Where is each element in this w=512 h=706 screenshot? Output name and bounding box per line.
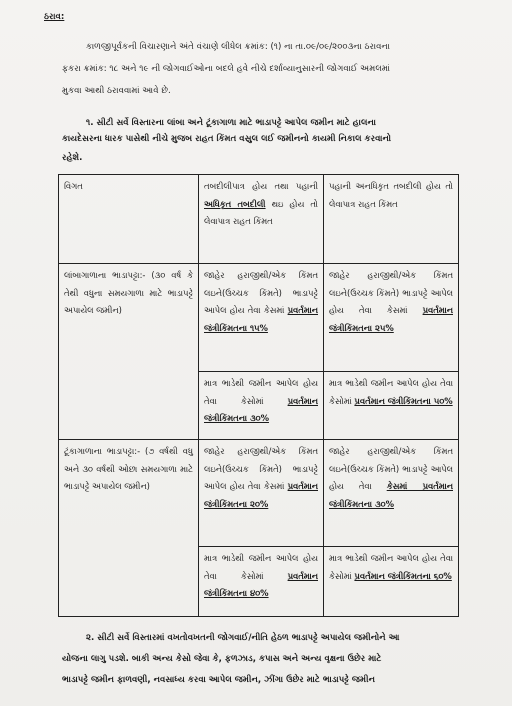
intro-line-1: કાળજીપૂર્વકની વિચારણાને અંતે વંચાણે લીધેલ ક્રમાંક: (૧) ના તા.૦૯/૦૯/૨૦૦૩ના ઠરાવના [86,42,390,52]
para1-line-3: રહેશે. [62,153,83,163]
header-cell-unauthorized: પહાની અનધિકૃત તબદીલી હોય તો લેવાપાત્ર રાહત કિંમત [324,175,459,264]
table-cell: માત્ર ભાડેથી જમીન આપેલ હોય તેવા કેસોમાં પ્રવર્તમાન જંત્રીકિંમતના ૫૦% [324,372,459,440]
short-term-lease-label: ટૂંકાગાળાના ભાડાપટ્ટા:- (૭ વર્ષથી વધુ અને ૩૦ વર્ષથી ઓછા સમયગાળા માટે ભાડાપટ્ટે અપાયેલ જમીન) [59,440,199,617]
table-cell: જાહેર હરાજીથી/એક કિંમત લઇને(ઉચ્ચક કિંમતે) ભાડાપટ્ટે આપેલ હોય તેવા કેસમાં પ્રવર્તમાન જંત્રીકિંમતના ૨૫% [324,264,459,372]
header-cell-detail: વિગત [59,175,199,264]
table-cell: જાહેર હરાજીથી/એક કિંમત લઇને(ઉચ્ચક કિંમતે) ભાડાપટ્ટે આપેલ હોય તેવા કેસમાં પ્રવર્તમાન જંત્રીકિંમતના ૩૦% [324,440,459,547]
intro-line-3: મુકવા આથી ઠરાવવામાં આવે છે. [62,86,171,96]
table-row [59,264,459,372]
table-cell: માત્ર ભાડેથી જમીન આપેલ હોય તેવા કેસોમાં પ્રવર્તમાન જંત્રીકિંમતના ૩૦% [199,372,324,440]
table-cell: જાહેર હરાજીથી/એક કિંમત લઇને(ઉચ્ચક કિંમતે) ભાડાપટ્ટે આપેલ હોય તેવા કેસમાં પ્રવર્તમાન જંત્રીકિંમતના ૧૫% [199,264,324,372]
resolution-heading: ઠરાવ: [44,12,65,22]
intro-line-2: ફકરા ક્રમાંક: ૧૮ અને ૧૯ ની જોગવાઈઓના બદલે હવે નીચે દર્શાવ્યાનુસારની જોગવાઈ અમલમાં [62,64,390,74]
para1-line-2: કાયદેસરના ધારક પાસેથી નીચે મુજબ રાહત કિંમત વસુલ લઈ જમીનનો કાયમી નિકાલ કરવાનો [62,134,392,144]
table-row [59,440,459,547]
table-cell: માત્ર ભાડેથી જમીન આપેલ હોય તેવા કેસોમાં પ્રવર્તમાન જંત્રીકિંમતના ૪૦% [199,547,324,617]
long-term-lease-label: લાંબાગાળાના ભાડાપટ્ટા:- (૩૦ વર્ષ કે તેથી વધુના સમયગાળા માટે ભાડાપટ્ટે અપાયેલ જમીન) [59,264,199,440]
header-cell-authorized: તબદીલીપાત્ર હોય તથા પહાની અધિકૃત તબદીલી થઇ હોય તો લેવાપાત્ર રાહત કિંમત [199,175,324,264]
relief-price-table [58,174,459,617]
para2-line-1: ૨. સીટી સર્વે વિસ્તારમાં વખતોવખતની જોગવાઈ/નીતિ હેઠળ ભાડાપટ્ટે અપાયેલ જમીનોને આ [86,633,400,643]
para2-line-3: ભાડાપટ્ટે જમીન ફાળવણી, નવસાધ્ય કરવા આપેલ જમીન, ઝીંગા ઉછેર માટે ભાડાપટ્ટે જમીન [62,675,375,685]
table-header-row [59,175,459,264]
table-cell: જાહેર હરાજીથી/એક કિંમત લઇને(ઉચ્ચક કિંમતે) ભાડાપટ્ટે આપેલ હોય તેવા કેસમાં પ્રવર્તમાન જંત્રીકિંમતના ૨૦% [199,440,324,547]
para1-line-1: ૧. સીટી સર્વે વિસ્તારના લાંબા અને ટૂંકાગાળા માટે ભાડાપટ્ટે આપેલ જમીન માટે હાલના [86,118,376,128]
table-cell: માત્ર ભાડેથી જમીન આપેલ હોય તેવા કેસોમાં પ્રવર્તમાન જંત્રીકિંમતના ૬૦% [324,547,459,617]
para2-line-2: યોજના લાગુ પડશે. બાકી અન્ય કેસો જેવા કે, ફળઝાડ, કપાસ અને અન્ય વૃક્ષના ઉછેર માટે [62,654,382,664]
